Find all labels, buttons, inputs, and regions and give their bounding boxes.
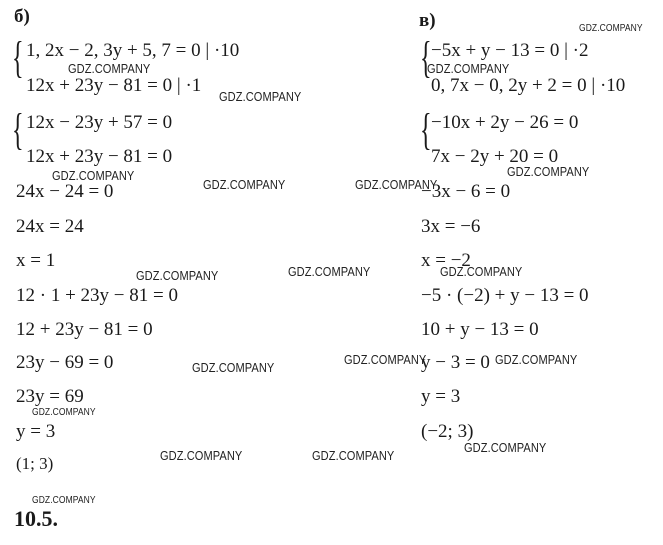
right-step-7: y = 3 <box>421 386 461 407</box>
left-step-4: 12 · 1 + 23y − 81 = 0 <box>16 285 178 306</box>
watermark: GDZ.COMPANY <box>440 264 523 279</box>
left-step-3: x = 1 <box>16 250 56 271</box>
watermark: GDZ.COMPANY <box>160 448 243 463</box>
right-system2-eq2: 7x − 2y + 20 = 0 <box>431 146 559 167</box>
right-step-6: y − 3 = 0 <box>421 352 490 373</box>
exercise-number: 10.5. <box>14 506 58 531</box>
watermark: GDZ.COMPANY <box>344 352 427 367</box>
right-system1-eq2: 0, 7x − 0, 2y + 2 = 0 | ·10 <box>431 75 626 96</box>
watermark: GDZ.COMPANY <box>52 168 135 183</box>
right-step-4: −5 · (−2) + y − 13 = 0 <box>421 285 589 306</box>
watermark: GDZ.COMPANY <box>312 448 395 463</box>
left-step-7: 23y = 69 <box>16 386 84 407</box>
right-answer: (−2; 3) <box>421 421 474 442</box>
watermark: GDZ.COMPANY <box>355 177 438 192</box>
watermark: GDZ.COMPANY <box>32 495 96 506</box>
left-step-2: 24x = 24 <box>16 216 84 237</box>
watermark: GDZ.COMPANY <box>288 264 371 279</box>
left-step-8: y = 3 <box>16 421 56 442</box>
watermark: GDZ.COMPANY <box>219 89 302 104</box>
left-system2-eq1: 12x − 23y + 57 = 0 <box>26 112 173 133</box>
watermark: GDZ.COMPANY <box>203 177 286 192</box>
left-answer: (1; 3) <box>16 454 54 473</box>
brace-left-1: { <box>12 33 24 82</box>
left-system1-eq1: 1, 2x − 2, 3y + 5, 7 = 0 | ·10 <box>26 40 240 61</box>
right-step-2: 3x = −6 <box>421 216 481 237</box>
watermark: GDZ.COMPANY <box>136 268 219 283</box>
left-step-5: 12 + 23y − 81 = 0 <box>16 319 153 340</box>
watermark: GDZ.COMPANY <box>68 61 151 76</box>
watermark: GDZ.COMPANY <box>427 61 510 76</box>
part-v-label: в) <box>419 10 436 31</box>
watermark: GDZ.COMPANY <box>579 23 643 34</box>
watermark: GDZ.COMPANY <box>464 440 547 455</box>
part-b-label: б) <box>14 6 30 27</box>
right-system2-eq1: −10x + 2y − 26 = 0 <box>431 112 579 133</box>
watermark: GDZ.COMPANY <box>495 352 578 367</box>
right-step-3: x = −2 <box>421 250 471 271</box>
left-step-1: 24x − 24 = 0 <box>16 181 114 202</box>
watermark: GDZ.COMPANY <box>32 407 96 418</box>
left-step-6: 23y − 69 = 0 <box>16 352 114 373</box>
brace-right-2: { <box>420 105 432 154</box>
right-step-1: −3x − 6 = 0 <box>421 181 511 202</box>
watermark: GDZ.COMPANY <box>192 360 275 375</box>
brace-right-1: { <box>420 33 432 82</box>
left-system2-eq2: 12x + 23y − 81 = 0 <box>26 146 173 167</box>
watermark: GDZ.COMPANY <box>507 164 590 179</box>
left-system1-eq2: 12x + 23y − 81 = 0 | ·1 <box>26 75 202 96</box>
right-system1-eq1: −5x + y − 13 = 0 | ·2 <box>431 40 589 61</box>
brace-left-2: { <box>12 105 24 154</box>
right-step-5: 10 + y − 13 = 0 <box>421 319 539 340</box>
